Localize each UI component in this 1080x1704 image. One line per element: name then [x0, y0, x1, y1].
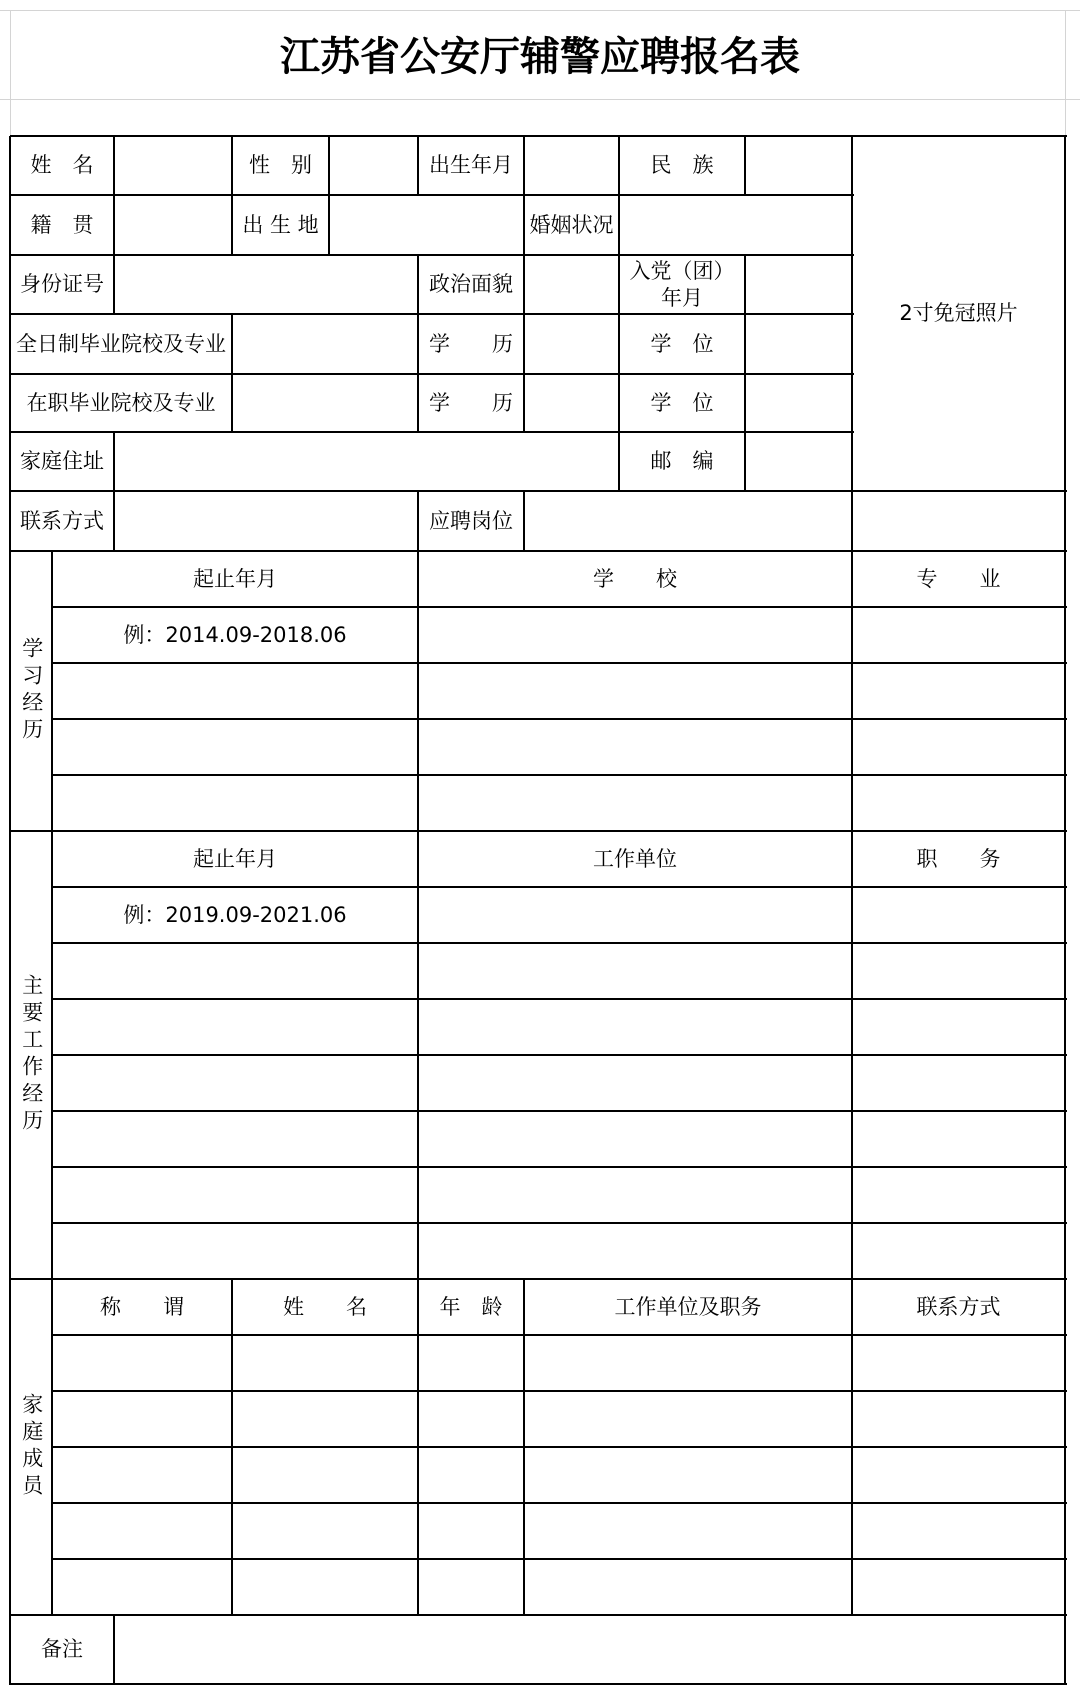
postcode-input[interactable] [745, 432, 852, 491]
work-cell[interactable] [418, 1111, 852, 1167]
grid-line [9, 136, 11, 552]
grid-line [52, 1390, 1067, 1392]
grid-line [51, 551, 53, 832]
grid-line [51, 831, 53, 1280]
grid-line [10, 550, 1067, 552]
family-cell[interactable] [418, 1447, 524, 1503]
study-cell[interactable] [52, 719, 418, 775]
grid-line [9, 1279, 11, 1616]
grid-line [52, 998, 1067, 1000]
grid-line [851, 551, 853, 832]
grid-line [52, 1558, 1067, 1560]
grid-line [52, 606, 1067, 608]
family-cell[interactable] [52, 1335, 232, 1391]
fulltime-degree-input[interactable] [745, 314, 852, 374]
work-cell[interactable] [852, 1055, 1065, 1111]
study-cell[interactable] [52, 663, 418, 719]
grid-line [10, 373, 854, 375]
grid-line [851, 136, 853, 552]
work-cell[interactable] [418, 1167, 852, 1223]
study-cell[interactable]: 例：2014.09-2018.06 [123, 622, 347, 647]
family-cell[interactable] [52, 1503, 232, 1559]
name-label: 姓 名 [30, 153, 94, 178]
grid-line [52, 1110, 1067, 1112]
grid-line [51, 1279, 53, 1616]
grid-line [10, 830, 1067, 832]
grid-line [328, 136, 330, 256]
family-cell[interactable] [232, 1391, 418, 1447]
grid-line [9, 551, 11, 832]
study-cell[interactable] [852, 775, 1065, 831]
family-cell[interactable] [232, 1335, 418, 1391]
grid-line [113, 432, 115, 552]
fulltime-school-label: 全日制毕业院校及专业 [16, 331, 226, 356]
family-cell[interactable] [524, 1391, 852, 1447]
study-history-label: 学习经历 [19, 637, 44, 745]
family-cell[interactable] [418, 1559, 524, 1615]
study-cell[interactable] [418, 775, 852, 831]
grid-line [113, 136, 115, 315]
study-cell[interactable] [418, 607, 852, 663]
grid-line [523, 491, 525, 552]
family-header-1: 姓 名 [283, 1294, 367, 1319]
grid-line [1064, 831, 1066, 1280]
sheet-gridline [0, 99, 1080, 100]
family-cell[interactable] [232, 1503, 418, 1559]
parttime-education-input[interactable] [524, 374, 619, 432]
work-history-label: 主要工作经历 [19, 974, 44, 1136]
grid-line [52, 774, 1067, 776]
work-cell[interactable] [852, 1223, 1065, 1279]
parttime-education-label: 学 历 [429, 390, 513, 415]
grid-line [851, 1279, 853, 1616]
family-cell[interactable] [852, 1447, 1065, 1503]
grid-line [52, 1334, 1067, 1336]
remarks-label: 备注 [41, 1637, 83, 1662]
work-cell[interactable] [418, 943, 852, 999]
work-cell[interactable] [418, 999, 852, 1055]
grid-line [52, 886, 1067, 888]
grid-line [10, 1683, 1067, 1685]
grid-line [52, 942, 1067, 944]
work-cell[interactable] [52, 1111, 418, 1167]
gender-input[interactable] [329, 136, 418, 195]
grid-line [10, 254, 854, 256]
family-header-3: 工作单位及职务 [614, 1294, 762, 1319]
study-cell[interactable] [418, 719, 852, 775]
study-cell[interactable] [852, 607, 1065, 663]
fulltime-education-label: 学 历 [429, 331, 513, 356]
grid-line [10, 490, 1067, 492]
remarks-input[interactable] [114, 1615, 1065, 1684]
study-header-0: 起止年月 [193, 566, 277, 591]
native-place-label: 籍 贯 [30, 212, 94, 237]
birthplace-input[interactable] [329, 195, 524, 255]
grid-line [618, 136, 620, 492]
family-cell[interactable] [524, 1447, 852, 1503]
family-header-2: 年 龄 [439, 1294, 503, 1319]
grid-line [52, 1054, 1067, 1056]
work-cell[interactable] [52, 1223, 418, 1279]
grid-line [744, 136, 746, 196]
work-cell[interactable] [418, 1055, 852, 1111]
party-join-date-input[interactable] [745, 255, 852, 314]
grid-line [417, 136, 419, 196]
work-cell[interactable] [852, 999, 1065, 1055]
grid-line [851, 831, 853, 1280]
home-address-label: 家庭住址 [20, 449, 104, 474]
gender-label: 性 别 [249, 153, 312, 178]
family-cell[interactable] [232, 1559, 418, 1615]
grid-line [744, 255, 746, 492]
ethnicity-label: 民 族 [650, 153, 714, 178]
grid-line [523, 136, 525, 433]
study-cell[interactable] [418, 663, 852, 719]
grid-line [52, 662, 1067, 664]
grid-line [417, 1279, 419, 1616]
grid-line [231, 136, 233, 256]
grid-line [52, 1222, 1067, 1224]
family-cell[interactable] [52, 1447, 232, 1503]
study-cell[interactable] [852, 719, 1065, 775]
parttime-school-label: 在职毕业院校及专业 [26, 390, 216, 415]
grid-line [1064, 551, 1066, 832]
grid-line [52, 1166, 1067, 1168]
study-header-1: 学 校 [593, 566, 677, 591]
grid-line [1064, 1615, 1066, 1685]
parttime-degree-input[interactable] [745, 374, 852, 432]
study-cell[interactable] [52, 775, 418, 831]
grid-line [231, 1279, 233, 1616]
family-members-label: 家庭成员 [19, 1393, 44, 1501]
grid-line [9, 831, 11, 1280]
grid-line [523, 1279, 525, 1616]
grid-line [52, 1502, 1067, 1504]
fulltime-degree-label: 学 位 [650, 331, 714, 356]
work-cell[interactable] [852, 887, 1065, 943]
grid-line [9, 1615, 11, 1685]
sheet-gridline [10, 10, 11, 136]
family-header-4: 联系方式 [916, 1294, 1001, 1319]
marital-status-input[interactable] [619, 195, 852, 255]
grid-line [10, 135, 1067, 137]
fulltime-school-input[interactable] [232, 314, 418, 374]
native-place-input[interactable] [114, 195, 232, 255]
parttime-school-input[interactable] [232, 374, 418, 432]
grid-line [10, 194, 854, 196]
family-cell[interactable] [52, 1391, 232, 1447]
form-title: 江苏省公安厅辅警应聘报名表 [280, 32, 800, 80]
family-cell[interactable] [852, 1559, 1065, 1615]
family-cell[interactable] [524, 1335, 852, 1391]
work-header-2: 职 务 [916, 846, 1001, 871]
id-number-input[interactable] [114, 255, 418, 314]
name-input[interactable] [114, 136, 232, 195]
work-header-1: 工作单位 [593, 846, 677, 871]
family-cell[interactable] [852, 1335, 1065, 1391]
birth-date-input[interactable] [524, 136, 619, 195]
political-status-label: 政治面貌 [429, 272, 513, 297]
fulltime-education-input[interactable] [524, 314, 619, 374]
work-header-0: 起止年月 [193, 846, 277, 871]
work-cell[interactable] [52, 1055, 418, 1111]
marital-status-label: 婚姻状况 [529, 212, 614, 237]
work-cell[interactable] [52, 943, 418, 999]
grid-line [1064, 136, 1066, 552]
grid-line [10, 1614, 1067, 1616]
grid-line [10, 431, 854, 433]
grid-line [113, 1615, 115, 1685]
work-cell[interactable]: 例：2019.09-2021.06 [123, 902, 347, 927]
contact-label: 联系方式 [20, 508, 104, 533]
sheet-gridline [1065, 10, 1066, 136]
party-join-date-label: 入党（团）年月 [629, 259, 735, 310]
family-cell[interactable] [852, 1391, 1065, 1447]
id-number-label: 身份证号 [20, 272, 104, 297]
contact-input[interactable] [114, 491, 418, 551]
home-address-input[interactable] [114, 432, 619, 491]
family-cell[interactable] [524, 1559, 852, 1615]
work-cell[interactable] [52, 1167, 418, 1223]
family-cell[interactable] [52, 1559, 232, 1615]
applied-position-label: 应聘岗位 [429, 508, 513, 533]
photo-placeholder[interactable]: 2寸免冠照片 [899, 301, 1018, 326]
sheet-gridline [0, 10, 1080, 11]
work-cell[interactable] [52, 999, 418, 1055]
grid-line [52, 718, 1067, 720]
grid-line [10, 313, 854, 315]
family-header-0: 称 谓 [100, 1294, 184, 1319]
grid-line [52, 1446, 1067, 1448]
grid-line [417, 831, 419, 1280]
family-cell[interactable] [852, 1503, 1065, 1559]
grid-line [10, 1278, 1067, 1280]
grid-line [1064, 1279, 1066, 1616]
study-header-2: 专 业 [916, 566, 1001, 591]
family-cell[interactable] [418, 1503, 524, 1559]
grid-line [417, 551, 419, 832]
work-cell[interactable] [852, 1167, 1065, 1223]
study-cell[interactable] [852, 663, 1065, 719]
work-cell[interactable] [418, 887, 852, 943]
grid-line [417, 255, 419, 433]
family-cell[interactable] [232, 1447, 418, 1503]
parttime-degree-label: 学 位 [650, 390, 714, 415]
political-status-input[interactable] [524, 255, 619, 314]
ethnicity-input[interactable] [745, 136, 852, 195]
birthplace-label: 出 生 地 [242, 212, 319, 237]
family-cell[interactable] [524, 1503, 852, 1559]
birth-date-label: 出生年月 [429, 153, 513, 178]
work-cell[interactable] [852, 943, 1065, 999]
family-cell[interactable] [418, 1391, 524, 1447]
applied-position-input[interactable] [524, 491, 1065, 551]
family-cell[interactable] [418, 1335, 524, 1391]
postcode-label: 邮 编 [650, 449, 714, 474]
work-cell[interactable] [418, 1223, 852, 1279]
grid-line [231, 314, 233, 433]
grid-line [417, 491, 419, 552]
work-cell[interactable] [852, 1111, 1065, 1167]
